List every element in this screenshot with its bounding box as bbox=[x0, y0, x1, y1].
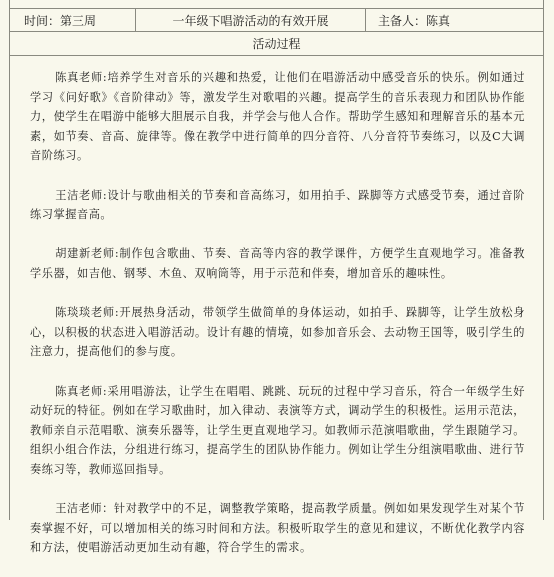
paragraph: 胡建新老师:制作包含歌曲、节奏、音高等内容的教学课件，方便学生直观地学习。准备教学乐器，如吉他、钢琴、木鱼、双响筒等，用于示范和伴奏，增加音乐的趣味性。 bbox=[30, 247, 525, 280]
paragraph: 陈琰琰老师:开展热身活动，带领学生做简单的身体运动，如拍手、跺脚等，让学生放松身心，以积极的状态进入唱游活动。设计有趣的情境，如参加音乐会、去动物王国等，吸引学生的注意力，提高他们的参与度。 bbox=[30, 306, 525, 359]
topic-cell: 一年级下唱游活动的有效开展 bbox=[136, 9, 366, 31]
document-table bbox=[9, 0, 544, 555]
paragraph: 陈真老师:培养学生对音乐的兴趣和热爱，让他们在唱游活动中感受音乐的快乐。例如通过学习《问好歌》《音阶律动》等，激发学生对歌唱的兴趣。提高学生的音乐表现力和团队协作能力，使学生在唱游中能够大胆展示自我，并学会与他人合作。帮助学生感知和理解音乐的基本元素，如节奏、音高、旋律等。像在教学中进行简单的四分音符、八分音符节奏练习，以及C大调音阶练习。 bbox=[30, 71, 525, 163]
section-title: 活动过程 bbox=[10, 32, 543, 56]
presenter-cell: 主备人：陈真 bbox=[378, 13, 451, 28]
paragraph: 王洁老师:设计与歌曲相关的节奏和音高练习，如用拍手、跺脚等方式感受节奏，通过音阶练习掌握音高。 bbox=[30, 188, 525, 222]
paragraph: 王洁老师：针对教学中的不足，调整教学策略，提高教学质量。例如如果发现学生对某个节奏掌握不好，可以增加相关的练习时间和方法。积极听取学生的意见和建议，不断优化教学内容和方法，使唱游活动更加生动有趣，符合学生的需求。 bbox=[30, 502, 525, 555]
activity-body bbox=[10, 57, 543, 577]
paragraph: 陈真老师:采用唱游法，让学生在唱唱、跳跳、玩玩的过程中学习音乐，符合一年级学生好动好玩的特征。例如在学习歌曲时，加入律动、表演等方式，调动学生的积极性。运用示范法，教师亲自示范唱歌、演奏乐器等，让学生更直观地学习。如教师示范演唱歌曲，学生跟随学习。组织小组合作法，分组进行练习，提高学生的团队协作能力。例如让学生分组演唱歌曲、进行节奏练习等，教师巡回指导。 bbox=[30, 384, 525, 476]
header-row bbox=[10, 8, 543, 32]
time-cell: 时间：第三周 bbox=[10, 9, 136, 31]
